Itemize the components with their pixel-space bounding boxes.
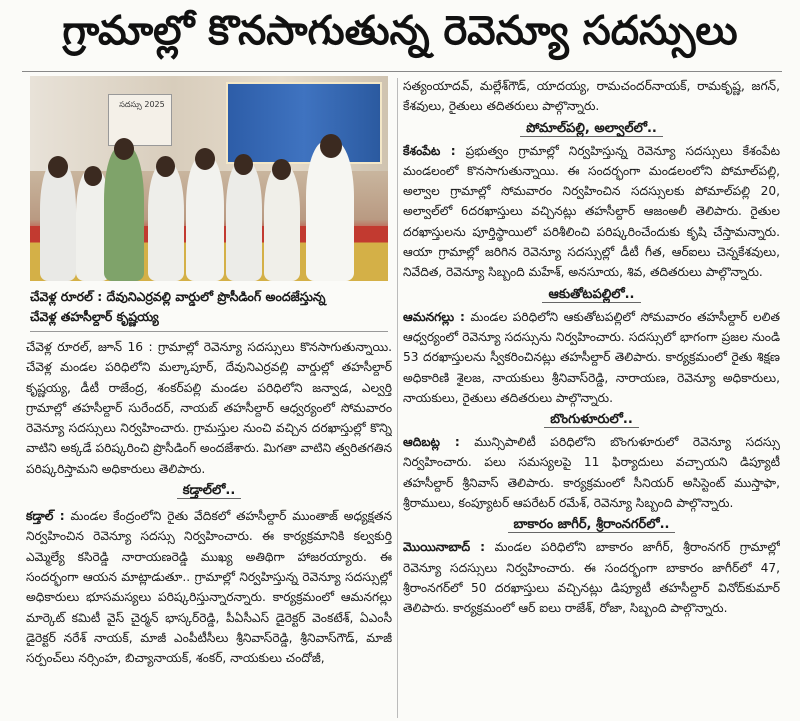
column-divider <box>397 78 398 718</box>
article-intro: చేవెళ్ల రూరల్, జూన్ 16 : గ్రామాల్లో రెవెన్యూ సదస్సులు కొనసాగుతున్నాయి. చేవెళ్ల మండల పరిధిలోని మల్కాపూర్, దేవునిఎర్రవల్లి వార్డుల్లో తహసీల్దార్ కృష్ణయ్య, డీటీ రాజేంద్ర, శంకర్‌పల్లి మండల పరిధిలోని జన్వాడ, ఎల్వర్తి గ్రామాల్లో తహసీల్దార్ సురేందర్, నాయబ్ తహసీల్దార్ ఆధ్వర్యంలో సోమవారం రెవెన్యూ సదస్సులు నిర్వహించారు. గ్రామస్తుల నుంచి వచ్చిన దరఖాస్తుల్లో కొన్ని వాటిని అక్కడే పరిష్కరించి ప్రొసీడింగ్ అందజేశారు. మిగతా వాటిని త్వరితగతిన పరిష్కరిస్తామని అధికారులు తెలిపారు. <box>26 340 392 476</box>
photo-caption-line2: చేవెళ్ల తహసీల్దార్ కృష్ణయ్య <box>30 309 159 324</box>
article-adibatla: ఆదిబట్ల : మున్సిపాలిటీ పరిధిలోని బొంగుళూరులో రెవెన్యూ సదస్సు నిర్వహించారు. పలు సమస్యలపై 11 ఫిర్యాదులు వచ్చాయని డిప్యూటీ తహసీల్దార్ శ్రీనివాస్ తెలిపారు. కార్యక్రమంలో సీనియర్ అసిస్టెంట్ ముస్తాఫా, శ్రీరాములు, కంప్యూటర్ ఆపరేటర్ రమేశ్, రెవెన్యూ సిబ్బంది పాల్గొన్నారు. <box>403 435 780 511</box>
photo-banner-text: సదస్సు 2025 <box>119 100 165 109</box>
headline: గ్రామాల్లో కొనసాగుతున్న రెవెన్యూ సదస్సులు <box>62 8 738 54</box>
news-photo <box>30 76 388 281</box>
subhead-kadthal: కడ్తాల్‌లో.. <box>26 481 392 501</box>
photo-banner <box>226 82 382 164</box>
subhead-akutotapalli: ఆకుతోటపల్లిలో.. <box>403 285 780 305</box>
article-amangal: ఆమనగల్లు : మండల పరిధిలోని ఆకుతోటపల్లిలో సోమవారం తహసీల్దార్ లలిత ఆధ్వర్యంలో రెవెన్యూ సదస్సును నిర్వహించారు. సదస్సులో భాగంగా ప్రజల నుండి 53 దరఖాస్తులను స్వీకరించినట్లు తహసీల్దార్ తెలిపారు. కార్యక్రమంలో రైతు శిక్షణ అధికారిణి శైలజ, నాయకులు శ్రీనివాస్‌రెడ్డి, నారాయణ, రెవెన్యూ అధికారులు, నాయకులు, రైతులు తదితరులు పాల్గొన్నారు. <box>403 309 780 405</box>
subhead-bonguluru: బొంగుళూరులో.. <box>403 410 780 430</box>
headline-rule <box>22 71 782 72</box>
photo-caption-line1: చేవెళ్ల రూరల్ : దేవునిఎర్రవల్లి వార్డులో ప్రొసీడింగ్ అందజేస్తున్న <box>30 289 326 304</box>
subhead-bakaram: బాకారం జాగీర్, శ్రీరాంనగర్‌లో.. <box>403 515 780 535</box>
article-continued: సత్యంయాదవ్, మల్లేశ్‌గౌడ్, యాదయ్య, రామచందర్‌నాయక్, రామకృష్ణ, జగన్, కేశవులు, రైతులు తదితరులు పాల్గొన్నారు. <box>403 79 780 114</box>
article-kadthal: కడ్తాల్ : మండల కేంద్రంలోని రైతు వేదికలో తహసీల్దార్ ముంతాజ్ అధ్యక్షతన నిర్వహించిన రెవెన్యూ సదస్సు నిర్వహించారు. ఈ కార్యక్రమానికి కల్వకుర్తి ఎమ్మెల్యే కసిరెడ్డి నారాయణరెడ్డి ముఖ్య అతిథిగా హాజరయ్యారు. ఈ సందర్భంగా ఆయన మాట్లాడుతూ.. గ్రామాల్లో నిర్వహిస్తున్న రెవెన్యూ సదస్సుల్లో అధికారులు భూసమస్యలు పరిష్కరిస్తున్నారన్నారు. కార్యక్రమంలో ఆమనగల్లు మార్కెట్ కమిటీ వైస్ చైర్మన్ భాస్కర్‌రెడ్డి, పీఏసీఎస్ డైరెక్టర్ వెంకటేశ్, ఏఎంసీ డైరెక్టర్ నరేశ్ నాయక్, మాజీ ఎంపీటీసీలు శ్రీనివాస్‌రెడ్డి, శ్రీనివాస్‌గౌడ్, మాజీ సర్పంచ్‌లు నర్సింహ, బిచ్యానాయక్, శంకర్, నాయకులు చందోజీ, <box>26 509 392 666</box>
article-keshampet: కేశంపేట : ప్రభుత్వం గ్రామాల్లో నిర్వహిస్తున్న రెవెన్యూ సదస్సులు కేశంపేట మండలంలో కొనసాగుతున్నాయి. ఈ సందర్భంగా మండలంలోని పోమాల్‌పల్లి, అల్వాల గ్రామాల్లో సోమవారం నిర్వహించిన సదస్సులకు పోమాల్‌పల్లి 20, అల్వాల్‌లో 6దరఖాస్తులు వచ్చినట్లు తహసీల్దార్ ఆజంఅలీ తెలిపారు. రైతుల దరఖాస్తులను పూర్తిస్థాయిలో పరిశీలించి పరిష్కరించేందుకు కృషి చేస్తామన్నారు. ఆయా గ్రామాల్లో జరిగిన రెవెన్యూ సదస్సుల్లో డీటీ గీత, ఆర్‌ఐలు చెన్నకేశవులు, నివేదిత, రెవెన్యూ సిబ్బంది మహేశ్, అనసూయ, శివ, తదితరులు పాల్గొన్నారు. <box>403 143 780 280</box>
right-column <box>403 76 780 721</box>
left-column <box>26 74 392 719</box>
photo-caption <box>30 287 388 332</box>
article-moinabad: మొయినాబాద్ : మండల పరిధిలోని బాకారం జాగీర్, శ్రీరాంనగర్ గ్రామాల్లో రెవెన్యూ సదస్సులు నిర్వహించారు. ఈ సందర్భంగా బాకారం జాగీర్‌లో 47, శ్రీరాంనగర్‌లో 50 దరఖాస్తులు వచ్చినట్లు డిప్యూటీ తహసీల్దార్ వినోద్‌కుమార్ తెలిపారు. కార్యక్రమంలో ఆర్ ఐలు రాజేశ్, రోజా, సిబ్బంది పాల్గొన్నారు. <box>403 540 780 616</box>
subhead-pomalpalli: పోమాల్‌పల్లి, అల్వాల్‌లో.. <box>403 119 780 139</box>
